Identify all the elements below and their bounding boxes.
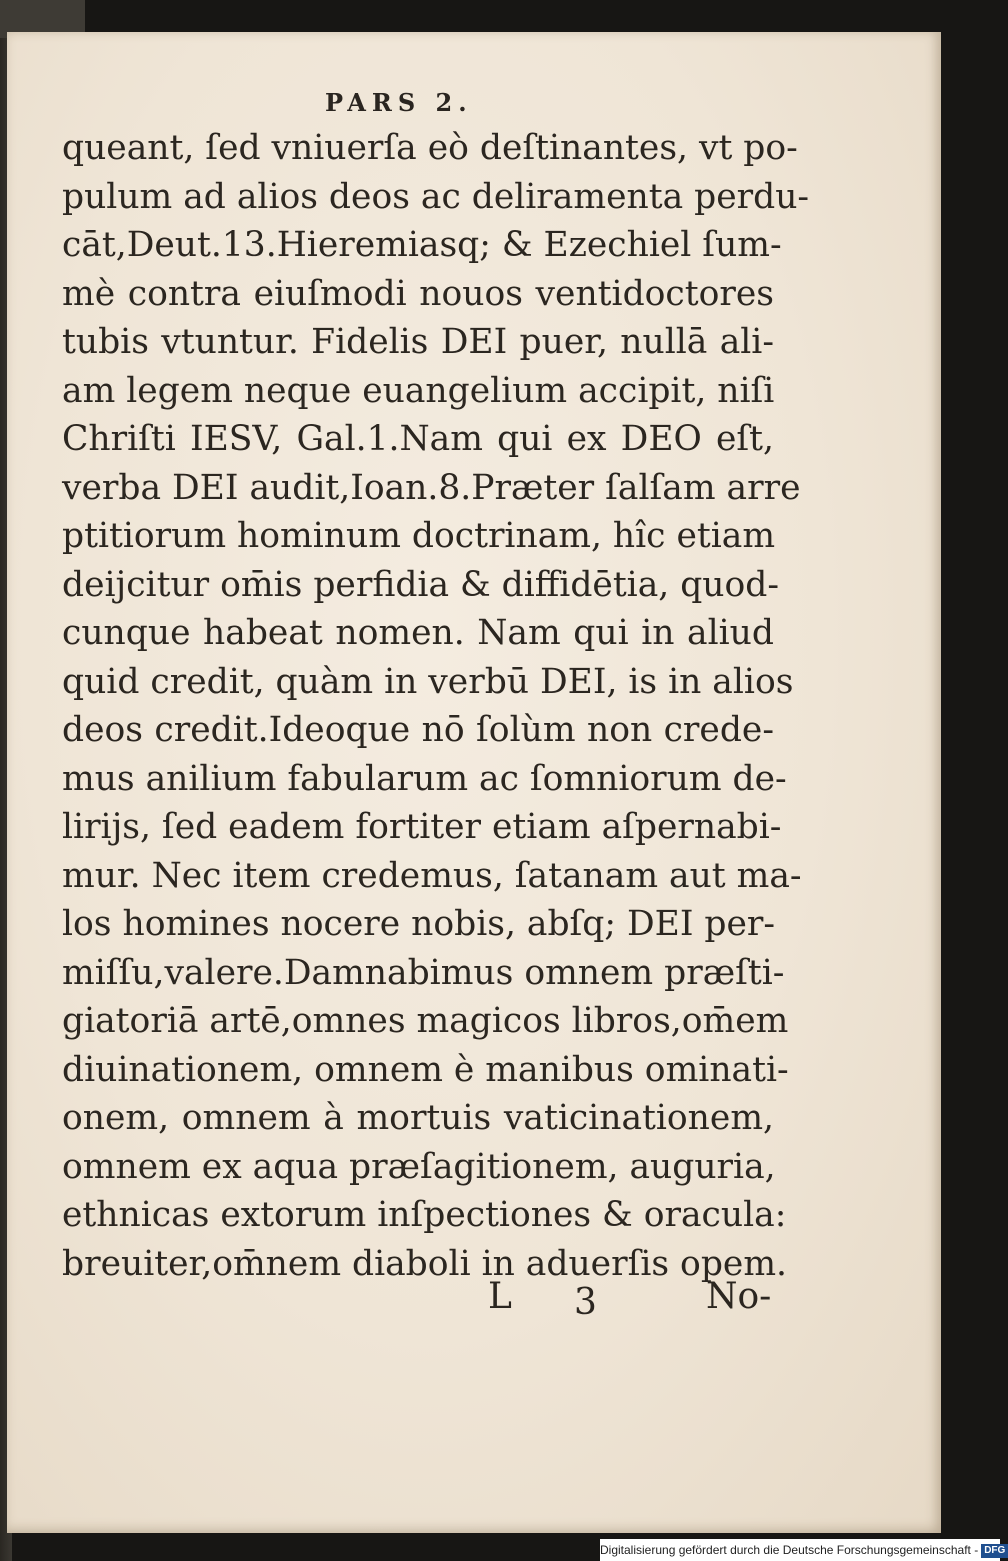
text-line: los homines nocere nobis, abſq; DEI per- [62, 904, 776, 944]
text-line: cāt,Deut.13.Hieremiasq; & Ezechiel ſum- [62, 225, 782, 265]
text-line: deos credit.Ideoque nō ſolùm non crede- [62, 710, 774, 750]
credit-text: Digitalisierung gefördert durch die Deutsche Forschungsgemeinschaft - [600, 1543, 979, 1557]
text-line: quid credit, quàm in verbū DEI, is in alios [62, 661, 794, 702]
text-line: Chriſti IESV, Gal.1.Nam qui ex DEO eſt, [62, 419, 774, 459]
text-line: miſſu,valere.Damnabimus omnem præſti- [62, 952, 785, 993]
text-line: am legem neque euangelium accipit, niſi [62, 370, 775, 411]
text-line: mè contra eiuſmodi nouos ventidoctores [62, 273, 774, 314]
text-line: onem, omnem à mortuis vaticinationem, [62, 1098, 774, 1138]
dfg-logo: DFG [981, 1544, 1008, 1558]
signature-number: 3 [574, 1282, 597, 1323]
text-line: mur. Nec item credemus, ſatanam aut ma- [62, 855, 802, 896]
digitization-credit [600, 1539, 1006, 1561]
signature-letter: L [488, 1276, 512, 1317]
text-line: lirijs, ſed eadem fortiter etiam aſpernabi- [62, 807, 782, 847]
text-line: ptitiorum hominum doctrinam, hîc etiam [62, 516, 776, 556]
text-line: diuinationem, omnem è manibus ominati- [62, 1049, 789, 1090]
catchword: No- [706, 1276, 772, 1317]
text-line: cunque habeat nomen. Nam qui in aliud [62, 613, 774, 653]
text-line: pulum ad alios deos ac deliramenta perdu- [62, 176, 810, 217]
text-line: giatoriā artē,omnes magicos libros,om̄em [62, 1001, 789, 1041]
text-line: queant, ſed vniuerſa eò deſtinantes, vt po- [62, 128, 798, 168]
text-line: breuiter,om̄nem diaboli in aduerſis opem. [62, 1243, 788, 1284]
text-line: verba DEI audit,Ioan.8.Præter ſalſam arre [62, 467, 801, 508]
page-footer [488, 1276, 778, 1326]
text-block [62, 124, 810, 1288]
text-line: deijcitur om̄is perfidia & diffidētia, quod- [62, 564, 780, 605]
text-line: ethnicas extorum inſpectiones & oracula: [62, 1195, 787, 1235]
running-head: PARS 2. [325, 88, 473, 117]
text-line: omnem ex aqua præſagitionem, auguria, [62, 1146, 776, 1187]
text-line: mus anilium fabularum ac ſomniorum de- [62, 758, 787, 799]
text-line: tubis vtuntur. Fidelis DEI puer, nullā ali- [62, 322, 774, 362]
